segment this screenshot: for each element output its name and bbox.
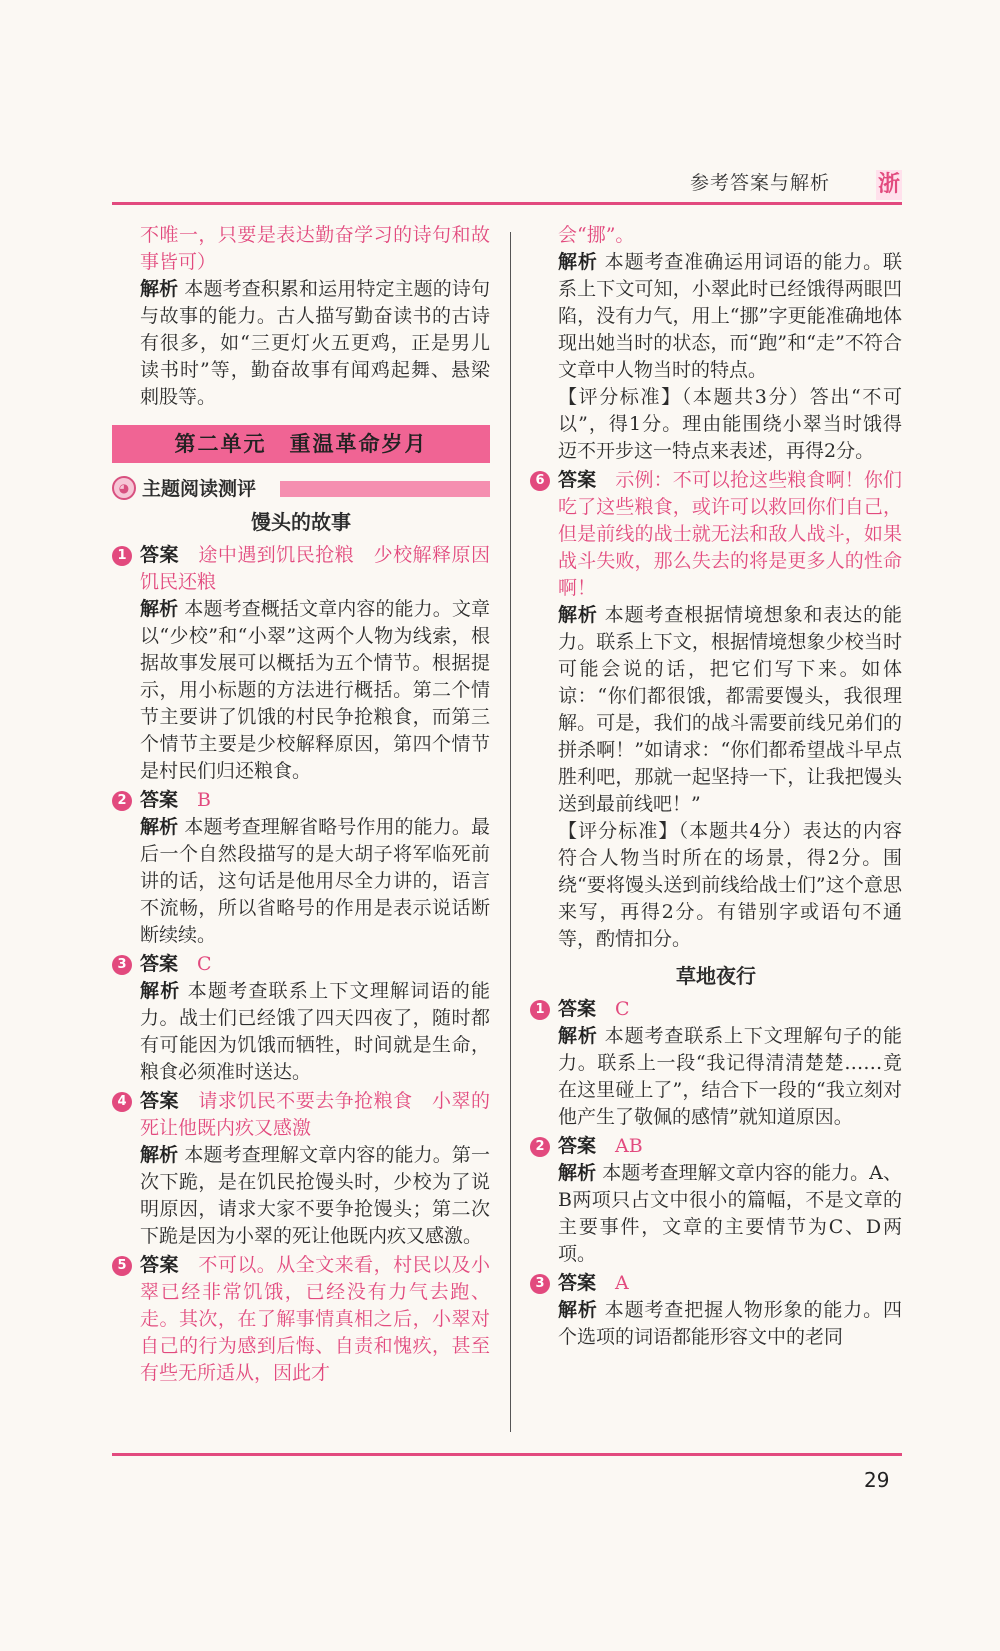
analysis-label: 解析	[558, 251, 598, 273]
question-item	[112, 787, 490, 949]
right-column	[530, 222, 902, 1351]
analysis-text: 本题考查根据情境想象和表达的能力。联系上下文，根据情境想象少校当时可能会说的话，把它们写下来。如体谅：“你们都很饿，都需要馒头，我很理解。可是，我们的战斗需要前线兄弟们的拼杀啊！”如请求：“你们都希望战斗早点胜利吧，那就一起坚持一下，让我把馒头送到最前线吧！”	[558, 604, 902, 815]
continued-analysis: 解析 本题考查积累和运用特定主题的诗句与故事的能力。古人描写勤奋读书的古诗有很多，如“三更灯火五更鸡，正是男儿读书时”等，勤奋故事有闻鸡起舞、悬梁刺股等。	[140, 278, 490, 408]
question-item	[112, 1252, 490, 1387]
answer-label: 答案	[558, 1135, 597, 1157]
continued-answer: 会“挪”。	[558, 224, 635, 246]
answer-text: 途中遇到饥民抢粮 少校解释原因 饥民还粮	[140, 544, 509, 593]
question-number: 1	[112, 546, 132, 566]
question-item	[112, 1088, 490, 1250]
unit-banner: 第二单元 重温革命岁月	[112, 425, 490, 463]
question-number: 6	[530, 471, 550, 491]
answer-label: 答案	[558, 998, 597, 1020]
analysis-label: 解析	[140, 598, 179, 620]
analysis-text: 本题考查把握人物形象的能力。四个选项的词语都能形容文中的老同	[558, 1299, 902, 1348]
question-item	[112, 951, 490, 1086]
analysis-label: 解析	[558, 1162, 597, 1184]
answer-label: 答案	[140, 544, 179, 566]
article-title: 馒头的故事	[251, 510, 351, 534]
analysis-label: 解析	[558, 1025, 598, 1047]
page-number: 29	[864, 1468, 890, 1492]
footer-rule	[112, 1453, 902, 1456]
question-item	[530, 467, 902, 953]
answer-text: C	[197, 953, 212, 975]
analysis-label: 解析	[140, 1144, 179, 1166]
question-number: 2	[530, 1137, 550, 1157]
analysis-text: 本题考查联系上下文理解词语的能力。战士们已经饿了四天四夜了，随时都有可能因为饥饿而牺牲，时间就是生命，粮食必须准时送达。	[140, 980, 490, 1083]
section-header	[112, 475, 490, 503]
answer-label: 答案	[140, 789, 179, 811]
question-number: 3	[112, 955, 132, 975]
analysis-text: 本题考查理解文章内容的能力。第一次下跪，是在饥民抢馒头时，少校为了说明原因，请求大家不要争抢馒头；第二次下跪是因为小翠的死让他既内疚又感激。	[140, 1144, 490, 1247]
analysis-text: 本题考查联系上下文理解句子的能力。联系上一段“我记得清清楚楚……竟在这里碰上了”，结合下一段的“我立刻对他产生了敬佩的感情”就知道原因。	[558, 1025, 902, 1128]
question-item	[112, 542, 509, 785]
analysis-text: 本题考查概括文章内容的能力。文章以“少校”和“小翠”这两个人物为线索，根据故事发展可以概括为五个情节。根据提示，用小标题的方法进行概括。第二个情节主要讲了饥饿的村民争抢粮食，而第三个情节主要是少校解释原因，第四个情节是村民们归还粮食。	[140, 598, 490, 782]
reading-mascot-icon: ◕	[112, 476, 136, 500]
question-number: 4	[112, 1092, 132, 1112]
analysis-text: 本题考查准确运用词语的能力。联系上下文可知，小翠此时已经饿得两眼凹陷，没有力气，用上“挪”字更能准确地体现出她当时的状态，而“跑”和“走”不符合文章中人物当时的特点。	[558, 251, 902, 381]
question-number: 2	[112, 791, 132, 811]
analysis-label: 解析	[558, 1299, 598, 1321]
section-title: 主题阅读测评	[142, 478, 257, 500]
analysis-label: 解析	[140, 816, 179, 838]
continued-answer: 不唯一，只要是表达勤奋学习的诗句和故事皆可）	[140, 224, 490, 273]
question-item	[530, 1270, 902, 1351]
province-badge: 浙	[876, 170, 902, 200]
scoring-criteria: 【评分标准】（本题共4分）表达的内容符合人物当时所在的场景，得2分。围绕“要将馒头送到前线给战士们”这个意思来写，再得2分。有错别字或语句不通等，酌情扣分。	[558, 820, 902, 950]
answer-label: 答案	[140, 953, 179, 975]
answer-text: B	[197, 789, 211, 811]
answer-label: 答案	[558, 1272, 597, 1294]
answer-text: A	[615, 1272, 629, 1294]
article-title: 草地夜行	[676, 964, 756, 988]
answer-label: 答案	[140, 1254, 179, 1276]
answer-text: C	[615, 998, 630, 1020]
question-number: 1	[530, 1000, 550, 1020]
analysis-text: 本题考查理解文章内容的能力。A、B两项只占文中很小的篇幅，不是文章的主要事件，文章的主要情节为C、D两项。	[558, 1162, 902, 1265]
left-column	[112, 222, 509, 1387]
analysis-label: 解析	[140, 980, 181, 1002]
answer-label: 答案	[558, 469, 597, 491]
answer-label: 答案	[140, 1090, 179, 1112]
analysis-label: 解析	[140, 278, 179, 300]
header-rule	[112, 202, 902, 205]
section-bar	[280, 481, 490, 497]
answer-text: 请求饥民不要去争抢粮食 小翠的死让他既内疚又感激	[140, 1090, 490, 1139]
answer-text: AB	[615, 1135, 643, 1157]
analysis-text: 本题考查理解省略号作用的能力。最后一个自然段描写的是大胡子将军临死前讲的话，这句话是他用尽全力讲的，语言不流畅，所以省略号的作用是表示说话断断续续。	[140, 816, 490, 946]
question-number: 5	[112, 1256, 132, 1276]
question-number: 3	[530, 1274, 550, 1294]
column-divider	[510, 232, 511, 1432]
scoring-criteria: 【评分标准】（本题共3分）答出“不可以”，得1分。理由能围绕小翠当时饿得迈不开步这一特点来表述，再得2分。	[558, 386, 902, 462]
analysis-label: 解析	[558, 604, 598, 626]
header-label: 参考答案与解析	[690, 172, 831, 194]
answer-text: 示例：不可以抢这些粮食啊！你们吃了这些粮食，或许可以救回你们自己，但是前线的战士就无法和敌人战斗，如果战斗失败，那么失去的将是更多人的性命啊！	[558, 469, 902, 599]
answer-text: 不可以。从全文来看，村民以及小翠已经非常饥饿，已经没有力气去跑、走。其次，在了解事情真相之后，小翠对自己的行为感到后悔、自责和愧疚，甚至有些无所适从，因此才	[140, 1254, 490, 1384]
question-item	[530, 996, 902, 1131]
question-item	[530, 1133, 902, 1268]
